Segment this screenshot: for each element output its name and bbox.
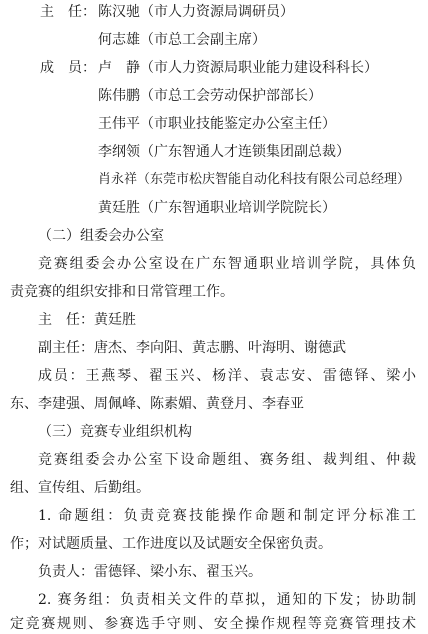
office-desc-line2: 责竞赛的组织安排和日常管理工作。 (10, 284, 234, 300)
org-item2-line2: 定竞赛规则、参赛选手守则、安全操作规程等竞赛管理技术 (10, 616, 416, 632)
committee-member-1: 卢 静（市人力资源局职业能力建设科科长） (98, 60, 378, 76)
committee-members-label: 成 员： (40, 60, 96, 76)
committee-director-1: 陈汉驰（市人力资源局调研员） (98, 4, 294, 20)
org-heading: （三）竞赛专业组织机构 (38, 424, 192, 440)
office-members-line1: 成员：王燕琴、翟玉兴、杨洋、袁志安、雷德铎、梁小 (38, 368, 416, 384)
office-desc-line1: 竞赛组委会办公室设在广东智通职业培训学院，具体负 (38, 256, 416, 272)
committee-member-4: 李纲领（广东智通人才连锁集团副总裁） (98, 144, 350, 160)
org-item2-line1: 2. 赛务组：负责相关文件的草拟，通知的下发；协助制 (38, 592, 416, 608)
org-desc-line2: 组、宣传组、后勤组。 (10, 480, 150, 496)
committee-member-5: 肖永祥（东莞市松庆智能自动化科技有限公司总经理） (98, 172, 411, 187)
office-heading: （二）组委会办公室 (38, 228, 164, 244)
office-deputy: 副主任：唐杰、李向阳、黄志鹏、叶海明、谢德武 (38, 340, 346, 356)
org-desc-line1: 竞赛组委会办公室下设命题组、赛务组、裁判组、仲裁 (38, 452, 416, 468)
org-item1-line1: 1. 命题组：负责竞赛技能操作命题和制定评分标准工 (38, 508, 416, 524)
org-item1-line2: 作；对试题质量、工作进度以及试题安全保密负责。 (10, 536, 332, 552)
org-item1-lead: 负责人：雷德铎、梁小东、翟玉兴。 (38, 564, 262, 580)
committee-member-2: 陈伟鹏（市总工会劳动保护部部长） (98, 88, 322, 104)
committee-director-2: 何志雄（市总工会副主席） (98, 32, 266, 48)
office-director: 主 任：黄廷胜 (38, 312, 136, 328)
office-members-line2: 东、李建强、周佩峰、陈素媚、黄登月、李春亚 (10, 396, 304, 412)
committee-member-3: 王伟平（市职业技能鉴定办公室主任） (98, 116, 336, 132)
committee-member-6: 黄廷胜（广东智通职业培训学院院长） (98, 200, 336, 216)
committee-director-label: 主 任： (40, 4, 96, 20)
